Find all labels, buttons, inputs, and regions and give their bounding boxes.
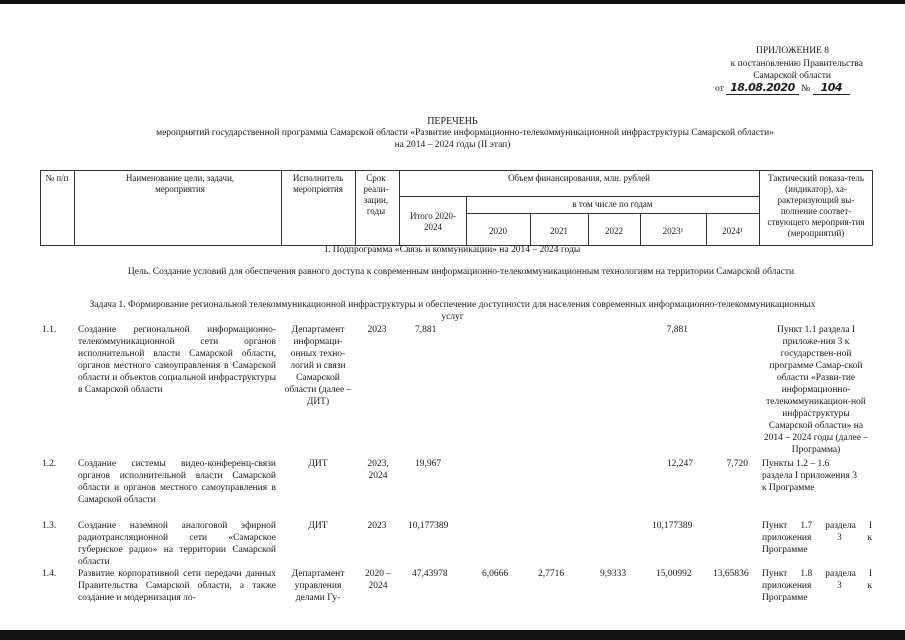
- row-executor: ДИТ: [308, 459, 328, 469]
- subprogram-heading: I. Подпрограмма «Связь и коммуникации» на 2014 – 2024 годы: [324, 245, 581, 255]
- hdr-indicator: Тактический показа-тель (индикатор), ха-рактеризующий вы-полнение соответ-ствующего мероприя-тия (мероприятий): [767, 173, 865, 238]
- row-num: 1.3.: [42, 521, 57, 531]
- doc-title-2: мероприятий государственной программы Самарской области «Развитие информационно-телекоммуникационной инфраструктуры Самарской области»: [156, 128, 774, 138]
- vline-7: [588, 213, 589, 246]
- date-prefix: от: [715, 84, 724, 94]
- row-2023: 10,177389: [652, 521, 693, 531]
- vline-4: [399, 170, 400, 246]
- doc-title-3: на 2014 – 2024 годы (II этап): [394, 140, 511, 150]
- bottom-scan-edge: [0, 630, 905, 640]
- hdr-2021: 2021: [550, 226, 568, 236]
- hdr-top-line: [40, 170, 873, 171]
- hdr-funding: Объем финансирования, млн. рублей: [508, 173, 650, 183]
- row-total: 47,43978: [412, 569, 448, 579]
- vline-5: [466, 196, 467, 246]
- task-text: Задача 1. Формирование региональной телекоммуникационной инфраструктуры и обеспечение доступности для населения современных информационно-телекоммуникационных услуг: [89, 300, 816, 322]
- date-handwritten: 18.08.2020: [726, 81, 799, 95]
- row-2024: 13,65836: [713, 569, 749, 579]
- row-2023: 7,881: [666, 325, 688, 335]
- row-term: 2023, 2024: [367, 459, 389, 481]
- vline-11: [872, 170, 873, 246]
- row-2023: 12,247: [666, 459, 693, 469]
- row-executor: ДИТ: [308, 521, 328, 531]
- goal-text: Цель. Создание условий для обеспечения равного доступа к современным информационно-телекоммуникационным технологиям на территории Самарской области: [127, 267, 795, 277]
- hdr-num: № п/п: [45, 173, 69, 183]
- row-2020: 6,0666: [482, 569, 509, 579]
- appendix-line-1: к постановлению Правительства: [730, 59, 863, 69]
- hdr-years-line-2: [466, 213, 759, 214]
- row-2022: 9,9333: [600, 569, 627, 579]
- table-row: [0, 520, 905, 566]
- vline-8: [640, 213, 641, 246]
- hdr-2023: 2023¹: [662, 226, 684, 236]
- appendix-date-line: [715, 82, 865, 96]
- row-indicator: Пункты 1.2 – 1.6 раздела I приложения 3 к Программе: [762, 459, 857, 493]
- top-scan-edge: [0, 0, 905, 4]
- hdr-by-years: в том числе по годам: [572, 199, 653, 209]
- row-2021: 2,7716: [538, 569, 565, 579]
- number-prefix: №: [801, 84, 811, 94]
- row-name: Создание системы видео-конференц-связи органов исполнительной власти Самарской области и органов местного самоуправления в Самарской области: [78, 459, 276, 505]
- row-name: Создание региональной информационно-телекоммуникационной сети органов исполнительной власти Самарской области, органов местного самоуправления в Самарской области и объектов социальной инфраструктуры в Самарской области: [78, 325, 276, 395]
- row-total: 7,881: [415, 325, 437, 335]
- row-num: 1.2.: [42, 459, 57, 469]
- vline-1: [74, 170, 75, 246]
- row-total: 19,967: [415, 459, 442, 469]
- row-indicator: Пункт 1.7 раздела I приложения 3 к Программе: [762, 521, 872, 555]
- vline-0: [40, 170, 41, 246]
- hdr-2020: 2020: [489, 226, 507, 236]
- hdr-executor: Исполнитель мероприятия: [292, 173, 344, 194]
- row-executor: Департамент управления делами Гу-: [291, 569, 345, 603]
- row-num: 1.1.: [42, 325, 57, 335]
- row-name: Создание наземной аналоговой эфирной радиотрансляционной сети «Самарское губернское радио» на территории Самарской области: [78, 521, 276, 567]
- vline-3: [355, 170, 356, 246]
- vline-10: [759, 170, 760, 246]
- hdr-2024: 2024¹: [722, 226, 743, 236]
- row-term: 2023: [367, 521, 387, 531]
- row-2023: 15,00992: [656, 569, 692, 579]
- appendix-line-2: Самарской области: [753, 71, 831, 81]
- hdr-years-line-1: [399, 196, 759, 197]
- table-row: [0, 568, 905, 628]
- row-term: 2020 – 2024: [364, 569, 392, 591]
- vline-2: [281, 170, 282, 246]
- row-total: 10,177389: [408, 521, 449, 531]
- table-row: [0, 458, 905, 508]
- hdr-2022: 2022: [605, 226, 623, 236]
- row-term: 2023: [367, 325, 387, 335]
- row-executor: Департамент информаци-онных техно-логий и связи Самарской области (далее – ДИТ): [284, 325, 352, 407]
- table-row: [0, 324, 905, 454]
- number-handwritten: 104: [813, 81, 850, 95]
- row-num: 1.4.: [42, 569, 57, 579]
- row-2024: 7,720: [726, 459, 748, 469]
- vline-6: [530, 213, 531, 246]
- hdr-name: Наименование цели, задачи, мероприятия: [125, 173, 235, 194]
- row-indicator: Пункт 1.1 раздела I приложе-ния 3 к государствен-ной программе Самар-ской области «Разви-тие информационно-телекоммуникацион-ной инфраструктуры Самарской области» на 2014 – 2024 годы (далее – Программа): [763, 325, 869, 455]
- vline-9: [706, 213, 707, 246]
- row-name: Развитие корпоративной сети передачи данных Правительства Самарской области, а также создание и модернизация ло-: [78, 569, 276, 603]
- doc-title-1: ПЕРЕЧЕНЬ: [427, 116, 478, 127]
- appendix-title: ПРИЛОЖЕНИЕ 8: [755, 46, 829, 56]
- hdr-term: Срок реали-зации, годы: [363, 173, 389, 216]
- row-indicator: Пункт 1.8 раздела I приложения 3 к Программе: [762, 569, 872, 603]
- hdr-total: Итого 2020-2024: [409, 211, 457, 232]
